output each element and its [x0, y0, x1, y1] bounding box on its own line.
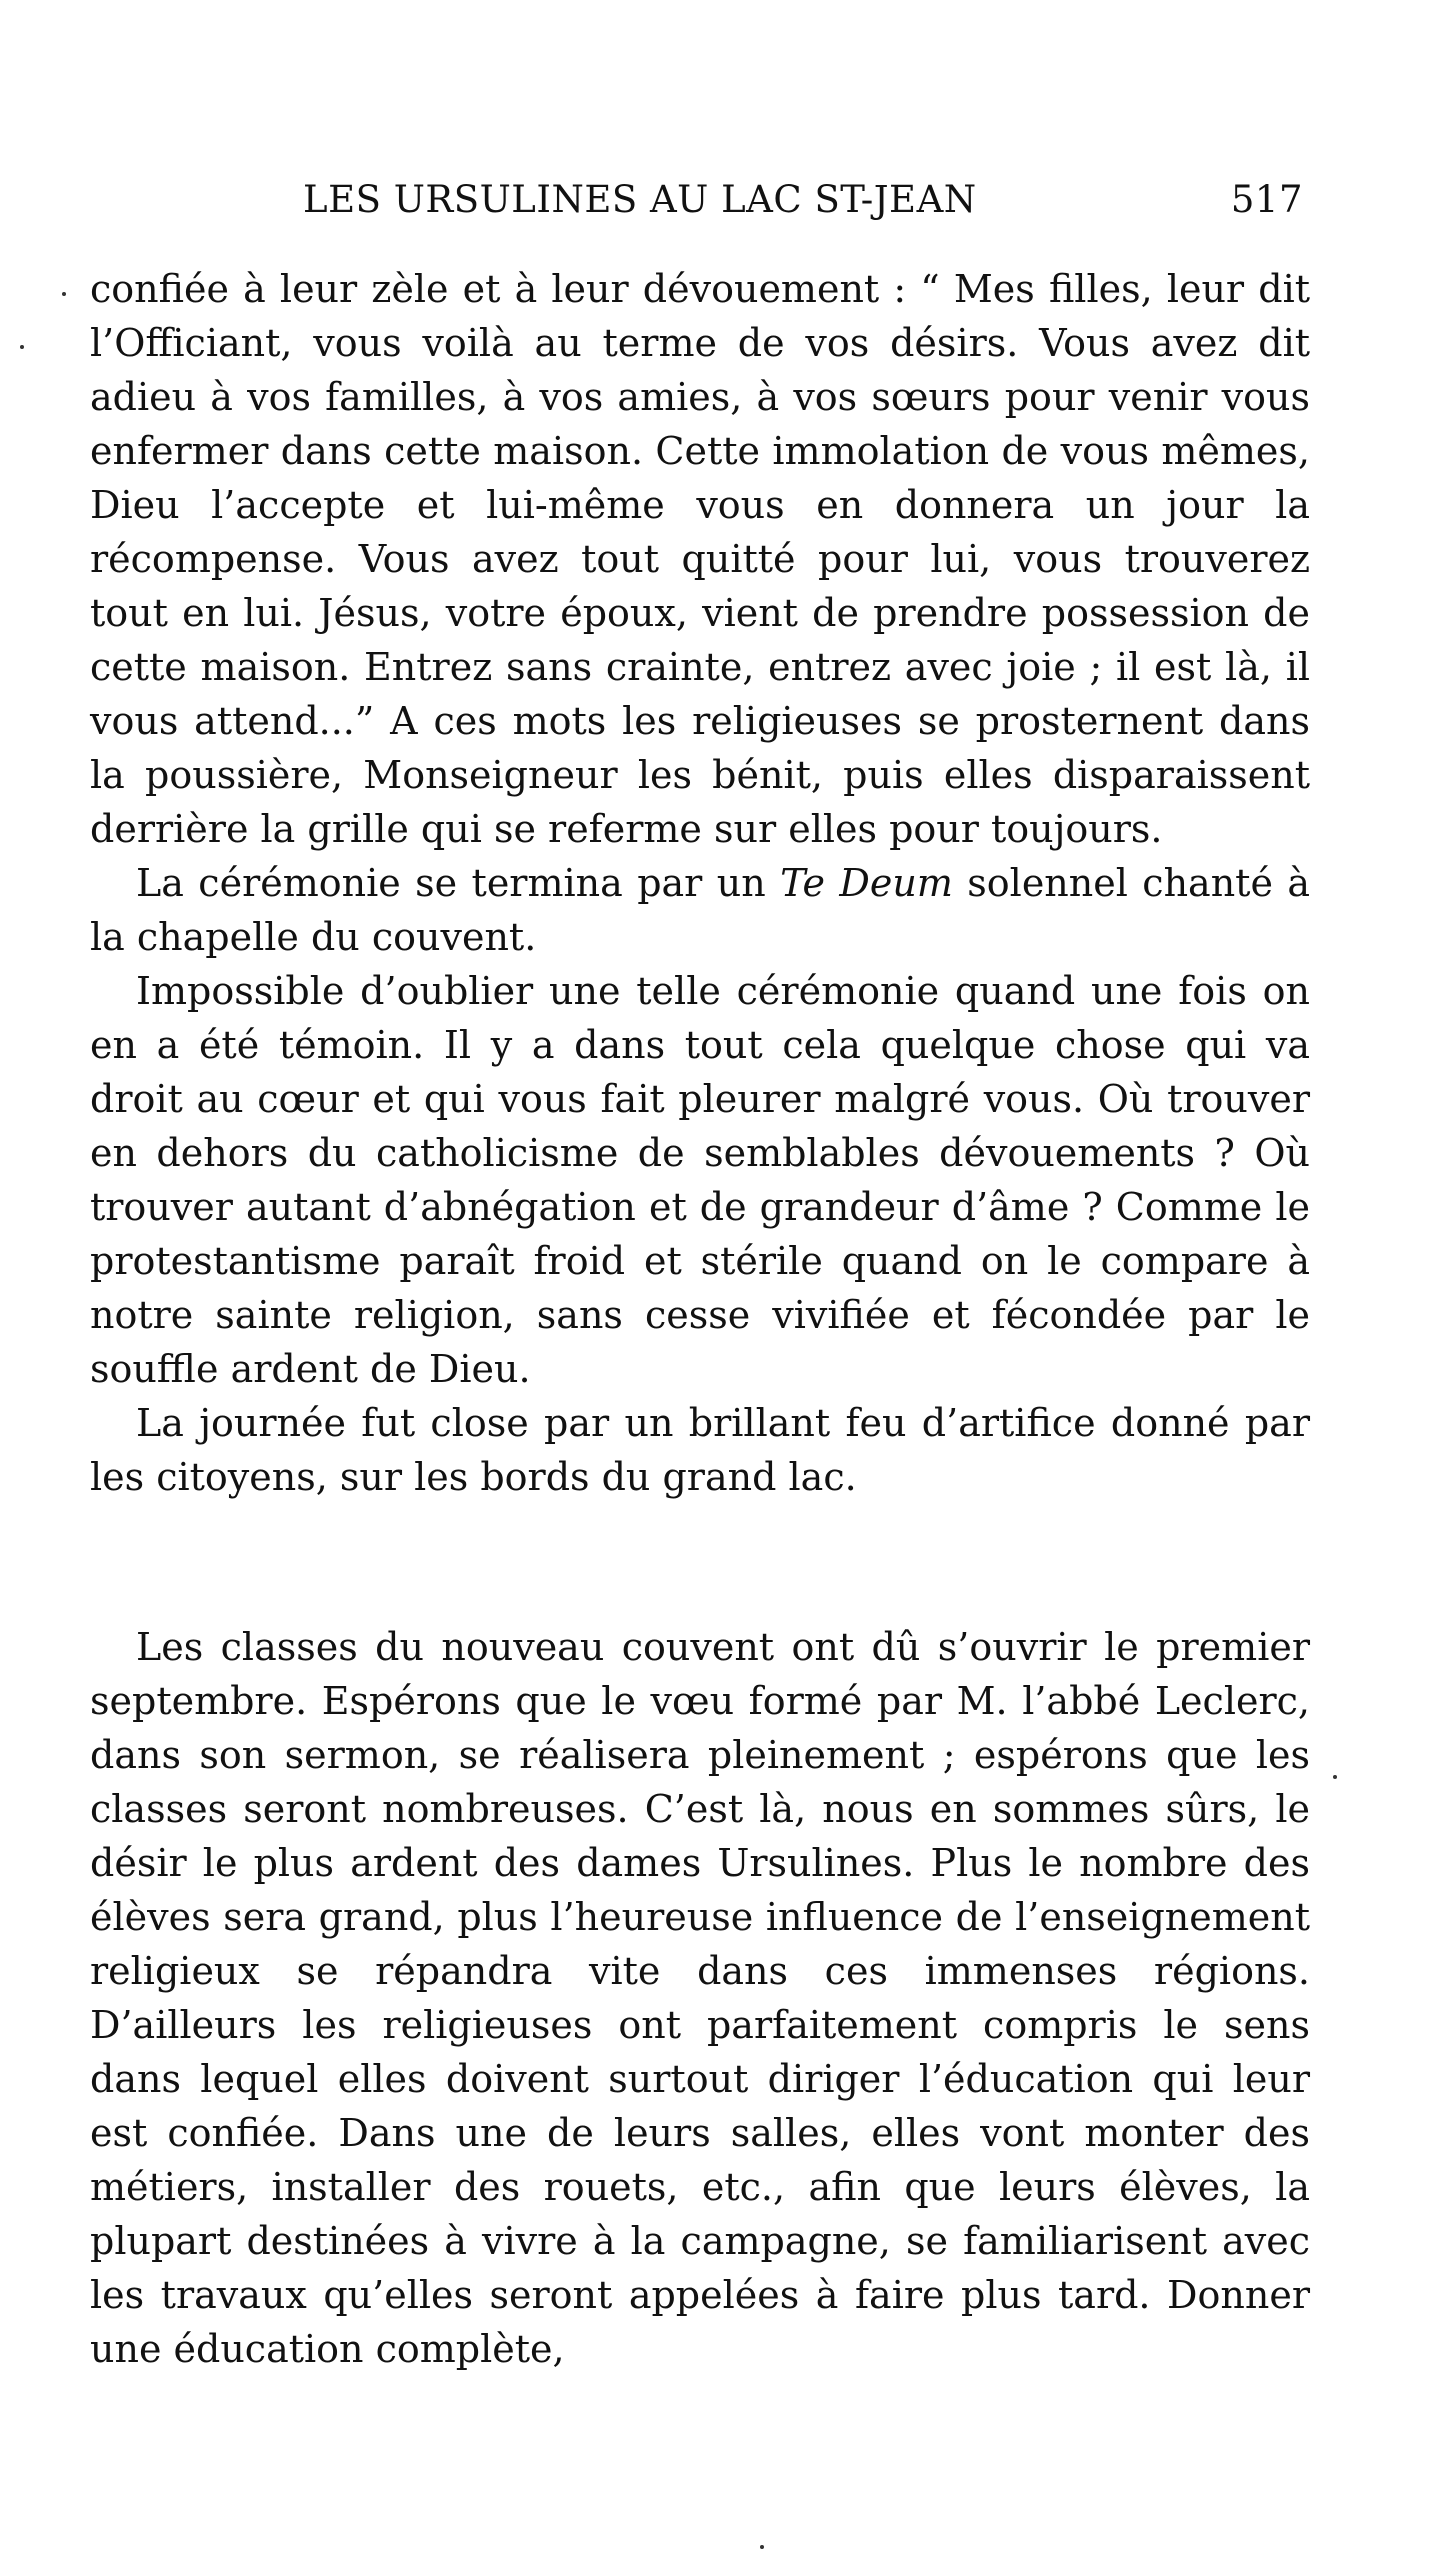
- print-speck: [62, 292, 66, 296]
- te-deum-italic: Te Deum: [780, 861, 953, 905]
- paragraph-journee: La journée fut close par un brillant feu d’artifice donné par les citoyens, sur les bords du grand lac.: [90, 1401, 1310, 1499]
- paragraph-te-deum-before: La cérémonie se termina par un: [136, 861, 781, 905]
- running-head: [303, 178, 1303, 234]
- page-number: 517: [1230, 178, 1303, 221]
- running-title: LES URSULINES AU LAC ST-JEAN: [303, 178, 977, 221]
- text-block-upper: [90, 262, 1310, 1504]
- print-speck: [760, 2545, 764, 2549]
- paragraph-continuation: confiée à leur zèle et à leur dévouement : “ Mes filles, leur dit l’Officiant, vous voilà au terme de vos désirs. Vous avez dit adieu à vos familles, à vos amies, à vos sœurs pour venir vous enfermer dans cette maison. Cette immolation de vous mêmes, Dieu l’accepte et lui-même vous en donnera un jour la récompense. Vous avez tout quitté pour lui, vous trouverez tout en lui. Jésus, votre époux, vient de prendre possession de cette maison. Entrez sans crainte, entrez avec joie ; il est là, il vous attend...” A ces mots les religieuses se prosternent dans la poussière, Monseigneur les bénit, puis elles disparaissent derrière la grille qui se referme sur elles pour toujours.: [90, 267, 1310, 851]
- print-speck: [1333, 1775, 1337, 1779]
- print-speck: [20, 345, 24, 349]
- text-block-lower: [90, 1620, 1310, 2376]
- paragraph-impossible: Impossible d’oublier une telle cérémonie quand une fois on en a été témoin. Il y a dans tout cela quelque chose qui va droit au cœur et qui vous fait pleurer malgré vous. Où trouver en dehors du catholicisme de semblables dévouements ? Où trouver autant d’abnégation et de grandeur d’âme ? Comme le protestantisme paraît froid et stérile quand on le compare à notre sainte religion, sans cesse vivifiée et fécondée par le souffle ardent de Dieu.: [90, 969, 1310, 1391]
- paragraph-te-deum: [90, 856, 1310, 964]
- paragraph-te-deum-after: solennel chanté à la chapelle du couvent.: [90, 861, 1311, 959]
- paragraph-classes: Les classes du nouveau couvent ont dû s’ouvrir le premier septembre. Espérons que le vœu formé par M. l’abbé Leclerc, dans son sermon, se réalisera pleinement ; espérons que les classes seront nombreuses. C’est là, nous en sommes sûrs, le désir le plus ardent des dames Ursulines. Plus le nombre des élèves sera grand, plus l’heureuse influence de l’enseignement religieux se répandra vite dans ces immenses régions. D’ailleurs les religieuses ont parfaitement compris le sens dans lequel elles doivent surtout diriger l’éducation qui leur est confiée. Dans une de leurs salles, elles vont monter des métiers, installer des rouets, etc., afin que leurs élèves, la plupart destinées à vivre à la campagne, se familiarisent avec les travaux qu’elles seront appelées à faire plus tard. Donner une éducation complète,: [90, 1625, 1310, 2371]
